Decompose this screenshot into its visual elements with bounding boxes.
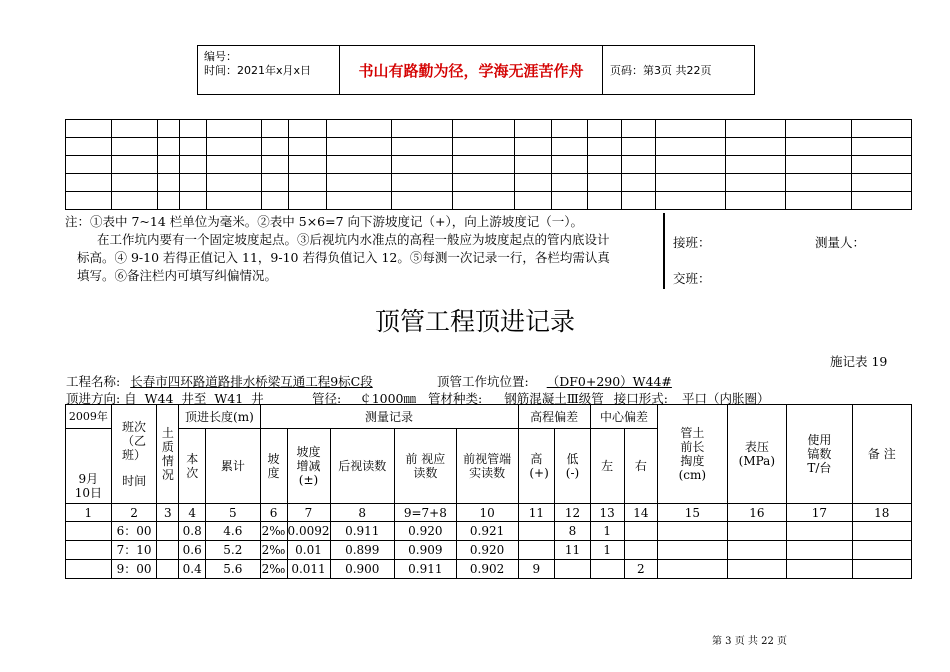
empty-cell [852,522,911,541]
gauge-header [727,405,787,504]
gauge-text: 表压(MPa) [738,440,776,468]
shift-header [111,405,157,504]
cell-time: 6：00 [111,522,157,541]
back-header: 后视读数 [330,429,394,504]
cell-back: 0.899 [330,541,394,560]
cell-left: 1 [590,522,624,541]
remark-header: 备 注 [852,405,911,504]
header-meta [198,46,340,94]
push-record-table [65,404,912,579]
cell-back: 0.900 [330,560,394,579]
table-row [66,522,912,541]
cell-this: 0.6 [179,541,206,560]
column-number: 9=7+8 [394,504,456,522]
empty-cell [727,560,787,579]
header-row [66,405,912,429]
pit-label: 顶管工作坑位置: [437,374,529,389]
column-number: 6 [260,504,287,522]
project-name-label: 工程名称: [66,374,121,389]
cell-front: 0.920 [394,522,456,541]
empty-cell [157,522,179,541]
project-line [66,372,379,390]
cell-front: 0.911 [394,560,456,579]
joint-value: 平口（内胀圈） [681,391,770,406]
cell-cum: 5.2 [206,541,260,560]
low-text: 低(-) [565,452,580,480]
cell-right: 2 [624,560,658,579]
high-header [518,429,555,504]
document-header [197,45,755,95]
cell-time: 9：00 [111,560,157,579]
slope-text: 坡度 [267,452,280,480]
note-line: 注：①表中 7~14 栏单位为毫米。②表中 5×6=7 向下游坡度记（+），向上游坡度记（一）。 [65,214,584,229]
pipe-soil-header [658,405,727,504]
cell-slope: 2‰ [260,560,287,579]
cell-high: 9 [518,560,555,579]
column-number: 10 [456,504,518,522]
time-header-text: 时间 [122,474,147,488]
handover-label: 接班： [673,235,711,250]
column-number: 5 [206,504,260,522]
empty-cell [852,541,911,560]
left-header: 左 [590,429,624,504]
data-rows [66,522,912,579]
direction-mid: 井至 [181,391,207,406]
cell-back: 0.911 [330,522,394,541]
direction-to: W41 [214,391,244,406]
cell-this: 0.4 [179,560,206,579]
column-number: 2 [111,504,157,522]
length-header: 顶进长度(m) [179,405,260,429]
table-row [66,560,912,579]
column-number: 7 [287,504,330,522]
signature-box [663,213,912,289]
header-motto: 书山有路勤为径，学海无涯苦作舟 [340,46,603,94]
cell-high [518,541,555,560]
empty-cell [658,522,727,541]
column-number-row [66,504,912,522]
cell-low [555,560,591,579]
high-text: 高(+) [529,452,549,480]
soil-header-text: 土质情况 [161,426,174,482]
date-text: 9月10日 [74,472,102,500]
material-value: 钢筋混凝土Ⅲ级管 [504,391,604,406]
cell-left [590,560,624,579]
cell-time: 7：10 [111,541,157,560]
cell-front-end: 0.921 [456,522,518,541]
page-footer: 第 3 页 共 22 页 [712,636,787,647]
blank-row [66,192,912,210]
slope-delta-text: 坡度增减(±) [296,445,321,487]
empty-cell [66,522,112,541]
empty-cell [787,541,852,560]
column-number: 16 [727,504,787,522]
page-title: 顶管工程顶进记录 [374,307,575,336]
cell-front-end: 0.902 [456,560,518,579]
front-end-text: 前视管端实读数 [463,452,512,480]
front-header [394,429,456,504]
empty-cell [157,541,179,560]
soil-header [157,405,179,504]
blank-row [66,120,912,138]
cell-right [624,522,658,541]
column-number: 3 [157,504,179,522]
empty-cell [787,522,852,541]
cell-slope: 2‰ [260,522,287,541]
empty-cell [157,560,179,579]
cell-cum: 5.6 [206,560,260,579]
cell-delta: 0.0092 [287,522,330,541]
direction-from: W44 [144,391,174,406]
cell-delta: 0.01 [287,541,330,560]
slope-header [260,429,287,504]
this-text: 本次 [186,452,199,480]
project-name-value: 长春市四环路道路排水桥梁互通工程9标C段 [130,374,373,389]
front-text: 前 视应读数 [405,452,446,480]
pipe-label: 管径: [312,391,342,406]
cum-header: 累计 [206,429,260,504]
shift-label: 交班： [673,271,711,286]
pit-line [437,372,678,390]
date-line: 时间：2021年x月x日 [204,64,312,77]
number-label: 编号： [204,50,237,63]
column-number: 4 [179,504,206,522]
note-line: 标高。④ 9-10 若得正值记入 11，9-10 若得负值记入 12。⑤每测一次记录一行，各栏均需认真 [77,250,610,265]
cell-low: 11 [555,541,591,560]
cell-cum: 4.6 [206,522,260,541]
front-end-header [456,429,518,504]
slope-delta-header [287,429,330,504]
empty-cell [66,560,112,579]
empty-cell [658,541,727,560]
pit-value: （DF0+290）W44# [546,374,672,389]
cell-high [518,522,555,541]
shift-header-text: 班次（乙班） [122,420,147,462]
column-number: 11 [518,504,555,522]
cell-right [624,541,658,560]
blank-record-grid [65,119,912,210]
this-header [179,429,206,504]
column-number: 18 [852,504,911,522]
cell-front: 0.909 [394,541,456,560]
center-header: 中心偏差 [590,405,657,429]
notes-block [65,213,663,289]
pipe-soil-text: 管土前长掏度(cm) [678,426,707,482]
note-line: 在工作坑内要有一个固定坡度起点。③后视坑内水准点的高程一般应为坡度起点的管内底设计 [97,232,610,247]
direction-end: 井 [251,391,264,406]
column-number: 1 [66,504,112,522]
cell-front-end: 0.920 [456,541,518,560]
year-cell: 2009年 [66,405,112,429]
cell-slope: 2‰ [260,541,287,560]
direction-label: 顶进方向: 自 [66,391,137,406]
cell-low: 8 [555,522,591,541]
pipe-value: ￠1000㎜ [359,391,417,406]
surveyor-label: 测量人： [815,235,866,250]
empty-cell [787,560,852,579]
empty-cell [727,541,787,560]
column-number: 12 [555,504,591,522]
column-number: 15 [658,504,727,522]
blank-row [66,156,912,174]
column-number: 17 [787,504,852,522]
cell-delta: 0.011 [287,560,330,579]
right-header: 右 [624,429,658,504]
joint-label: 接口形式: [613,391,668,406]
jack-header [787,405,852,504]
empty-cell [727,522,787,541]
empty-cell [658,560,727,579]
survey-header: 测量记录 [260,405,518,429]
empty-cell [852,560,911,579]
column-number: 14 [624,504,658,522]
empty-cell [66,541,112,560]
table-row [66,541,912,560]
blank-row [66,174,912,192]
elevation-header: 高程偏差 [518,405,590,429]
low-header [555,429,591,504]
column-number: 8 [330,504,394,522]
form-number: 施记表 19 [830,354,888,369]
jack-text: 使用镐数T/台 [807,433,832,475]
note-line: 填写。⑥备注栏内可填写纠偏情况。 [77,268,278,283]
cell-left: 1 [590,541,624,560]
column-number: 13 [590,504,624,522]
material-label: 管材种类: [428,391,483,406]
blank-row [66,138,912,156]
cell-this: 0.8 [179,522,206,541]
date-cell [66,429,112,504]
header-page-info: 页码：第3页 共22页 [610,64,712,77]
